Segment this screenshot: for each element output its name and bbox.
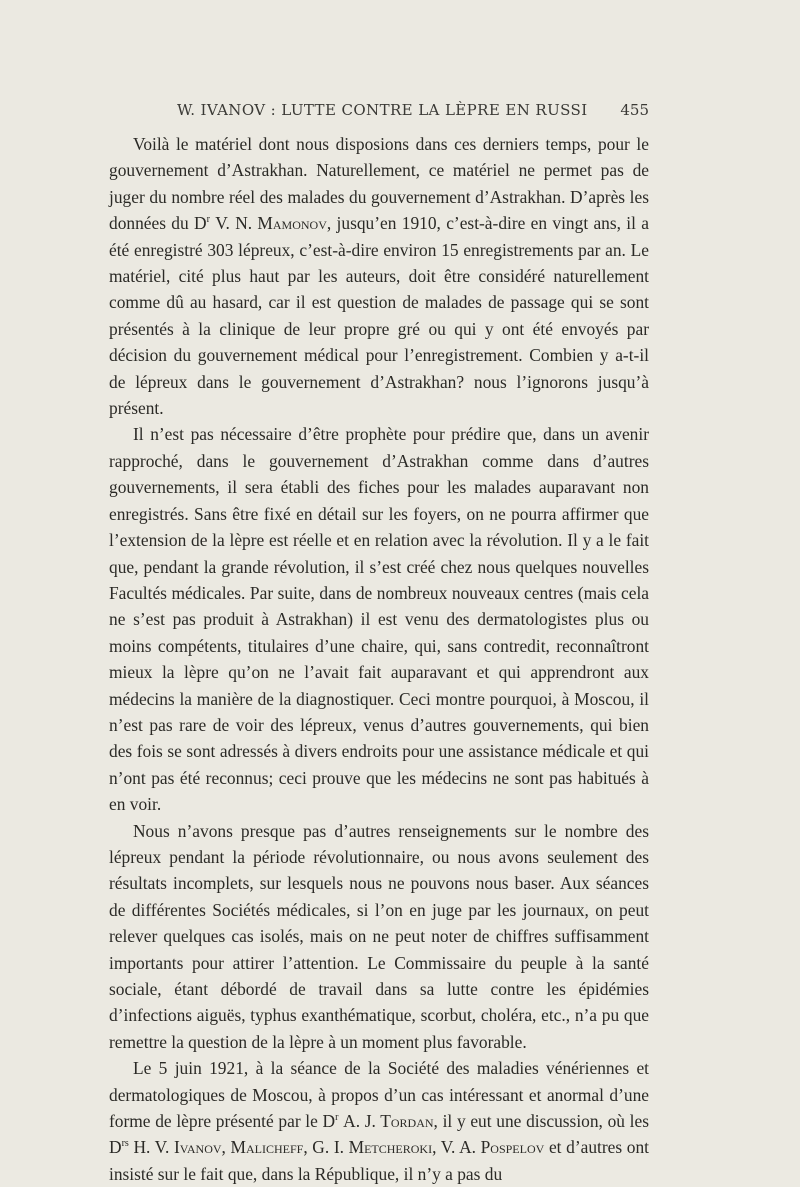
author-name: A. J. Tordan bbox=[343, 1111, 434, 1132]
running-title: W. IVANOV : LUTTE CONTRE LA LÈPRE EN RUSSI bbox=[177, 101, 588, 119]
author-names: H. V. Ivanov, Malicheff, G. I. Metcheroki, V. A. Pospelov bbox=[133, 1137, 545, 1158]
paragraph-2: Il n’est pas nécessaire d’être prophète pour prédire que, dans un avenir rapproché, dans le gouvernement d’Astrakhan comme dans d’autres gouvernements, il sera établi des fiches pour les malades auparavant non enregistrés. Sans être fixé en détail sur les foyers, on ne pourra affirmer que l’extension de la lèpre est réelle et en relation avec la révolution. Il y a le fait que, pendant la grande révolution, il s’est créé chez nous quelques nouvelles Facultés médicales. Par suite, dans de nombreux nouveaux centres (mais cela ne s’est pas produit à Astrakhan) il est venu des dermatologistes plus ou moins compétents, titulaires d’une chaire, qui, sans contredit, reconnaîtront mieux la lèpre qu’on ne l’avait fait auparavant et qui apprendront aux médecins la manière de la diagnostiquer. Ceci montre pourquoi, à Moscou, il n’est pas rare de voir des lépreux, venus d’autres gouvernements, qui bien des fois se sont adressés à divers endroits pour une assistance médicale et qui n’ont pas été reconnus; ceci prouve que les médecins ne sont pas habitués à en voir. bbox=[109, 424, 649, 815]
text-span: , jusqu’en 1910, c’est-à-dire en vingt ans, il a été enregistré 303 lépreux, c’est-à-dire environ 15 enregistrements par an. Le matériel, cité plus haut par les auteurs, doit être considéré naturellement comme dû au hasard, car il est question de malades de passage qui se sont présentés à la clinique de leur propre gré ou qui y ont été envoyés par décision du gouvernement médical pour l’enregistrement. Combien y a-t-il de lépreux dans le gouvernement d’Astrakhan? nous l’ignorons jusqu’à présent. bbox=[109, 213, 649, 419]
text-span: Voilà le matériel dont nous disposions dans ces derniers temps, pour le gouvernement d’Astrakhan. Naturellement, ce matériel ne permet pas de juger du nombre réel des malades du gouvernement d’Astrakhan. D’après les données du D bbox=[109, 134, 649, 234]
author-name: V. N. Mamonov bbox=[215, 213, 327, 234]
text-span: Le 5 juin 1921, à la séance de la Société des maladies vénériennes et dermatologiques de Moscou, à propos d’un cas intéressant et anormal d’une forme de lèpre présenté par le D bbox=[109, 1058, 649, 1132]
page-header bbox=[109, 101, 649, 125]
superscript: r bbox=[335, 1112, 339, 1124]
paragraph-3: Nous n’avons presque pas d’autres renseignements sur le nombre des lépreux pendant la période révolutionnaire, ou nous avons seulement des résultats incomplets, sur lesquels nous ne pouvons nous baser. Aux séances de différentes Sociétés médicales, si l’on en juge par les journaux, on peut relever quelques cas isolés, mais on ne peut noter de chiffres suffisamment importants pour attirer l’attention. Le Commissaire du peuple à la santé sociale, étant débordé de travail dans sa lutte contre les épidémies d’infections aiguës, typhus exanthématique, scorbut, choléra, etc., n’a pu que remettre la question de la lèpre à un moment plus favorable. bbox=[109, 820, 649, 1052]
superscript: rs bbox=[121, 1138, 129, 1150]
text-span: , il y eut une discussion, où les D bbox=[109, 1111, 649, 1158]
text-span: et d’autres ont insisté sur le fait que, dans la République, il n’y a pas du bbox=[109, 1137, 650, 1184]
body-text bbox=[109, 131, 649, 1187]
paragraph-4 bbox=[109, 1055, 649, 1187]
paragraph-1 bbox=[109, 131, 649, 421]
superscript: r bbox=[206, 214, 210, 226]
page-number: 455 bbox=[620, 101, 649, 119]
